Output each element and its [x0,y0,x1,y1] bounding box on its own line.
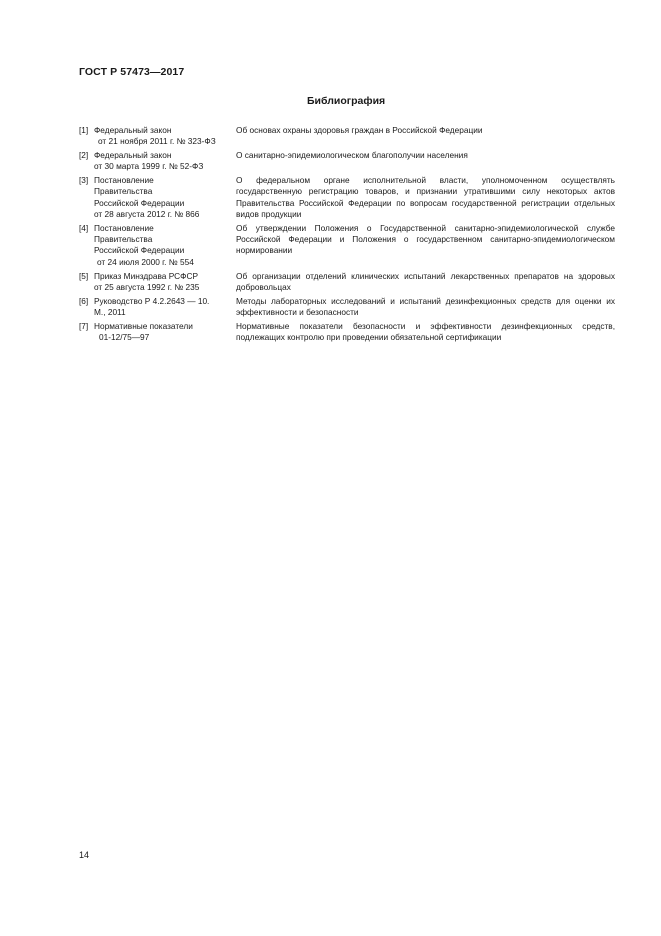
entry-source-line: Руководство Р 4.2.2643 — 10. [94,295,210,306]
entry-source-line: Российской Федерации [94,197,185,208]
entry-source [94,296,236,319]
page-title: Библиография [307,95,386,107]
entry-source-line: Нормативные показатели [94,320,193,331]
bibliography-entry [79,271,615,294]
entry-source-line: Приказ Минздрава РСФСР [94,270,198,281]
bibliography-list [79,125,615,346]
bibliography-entry [79,175,615,220]
page-number: 14 [79,850,90,860]
entry-source [94,223,236,268]
entry-source-line: от 28 августа 2012 г. № 866 [94,209,200,220]
entry-description: Об основах охраны здоровья граждан в Российской Федерации [236,125,483,135]
entry-description: О федеральном органе исполнительной власти, уполномоченном осуществлять государственную регистрацию товаров, и признании утратившими силу некоторых актов Правительства Российской Федерации по вопросам государственной регистрации отдельных видов продукции [236,175,615,220]
entry-number: [5] [79,270,89,281]
entry-number: [6] [79,295,89,306]
entry-source-line: от 24 июля 2000 г. № 554 [97,256,194,267]
entry-number: [7] [79,320,89,331]
entry-description: Нормативные показатели безопасности и эффективности дезинфекционных средств, подлежащих контролю при проведении обязательной сертификации [236,320,615,343]
entry-source [94,175,236,220]
entry-source-line: Федеральный закон [94,150,172,161]
entry-source-line: Постановление [94,175,154,186]
entry-description: Об организации отделений клинических испытаний лекарственных препаратов на здоровых добровольцах [236,270,615,292]
bibliography-entry [79,321,615,344]
entry-source-line: от 21 ноября 2011 г. № 323-ФЗ [98,136,216,147]
bibliography-entry [79,150,615,173]
entry-number: [2] [79,150,89,161]
entry-source [94,321,236,344]
entry-source-line: Постановление [94,222,154,233]
entry-source-line: Российской Федерации [94,245,185,256]
entry-source [94,271,236,294]
entry-description: О санитарно-эпидемиологическом благополучии населения [236,150,468,161]
entry-source-line: от 25 августа 1992 г. № 235 [94,281,200,292]
entry-source-line: от 30 марта 1999 г. № 52-ФЗ [94,161,204,172]
entry-source-line: 01-12/75—97 [99,332,150,343]
entry-source [94,125,236,148]
entry-number: [3] [79,175,89,186]
entry-source-line: Правительства [94,234,153,245]
entry-source [94,150,236,173]
entry-description: Об утверждении Положения о Государственной санитарно-эпидемиологической службе Российской Федерации и Положения о государственном санитарно-эпидемиологическом нормировании [236,222,615,256]
bibliography-entry [79,125,615,148]
entry-source-line: М., 2011 [94,306,126,317]
entry-source-line: Федеральный закон [94,125,172,135]
entry-description: Методы лабораторных исследований и испытаний дезинфекционных средств для оценки их эффективности и безопасности [236,295,615,317]
entry-number: [1] [79,125,89,135]
entry-number: [4] [79,222,89,233]
bibliography-entry [79,223,615,268]
entry-source-line: Правительства [94,186,153,197]
bibliography-entry [79,296,615,319]
document-header: ГОСТ Р 57473—2017 [79,66,185,78]
